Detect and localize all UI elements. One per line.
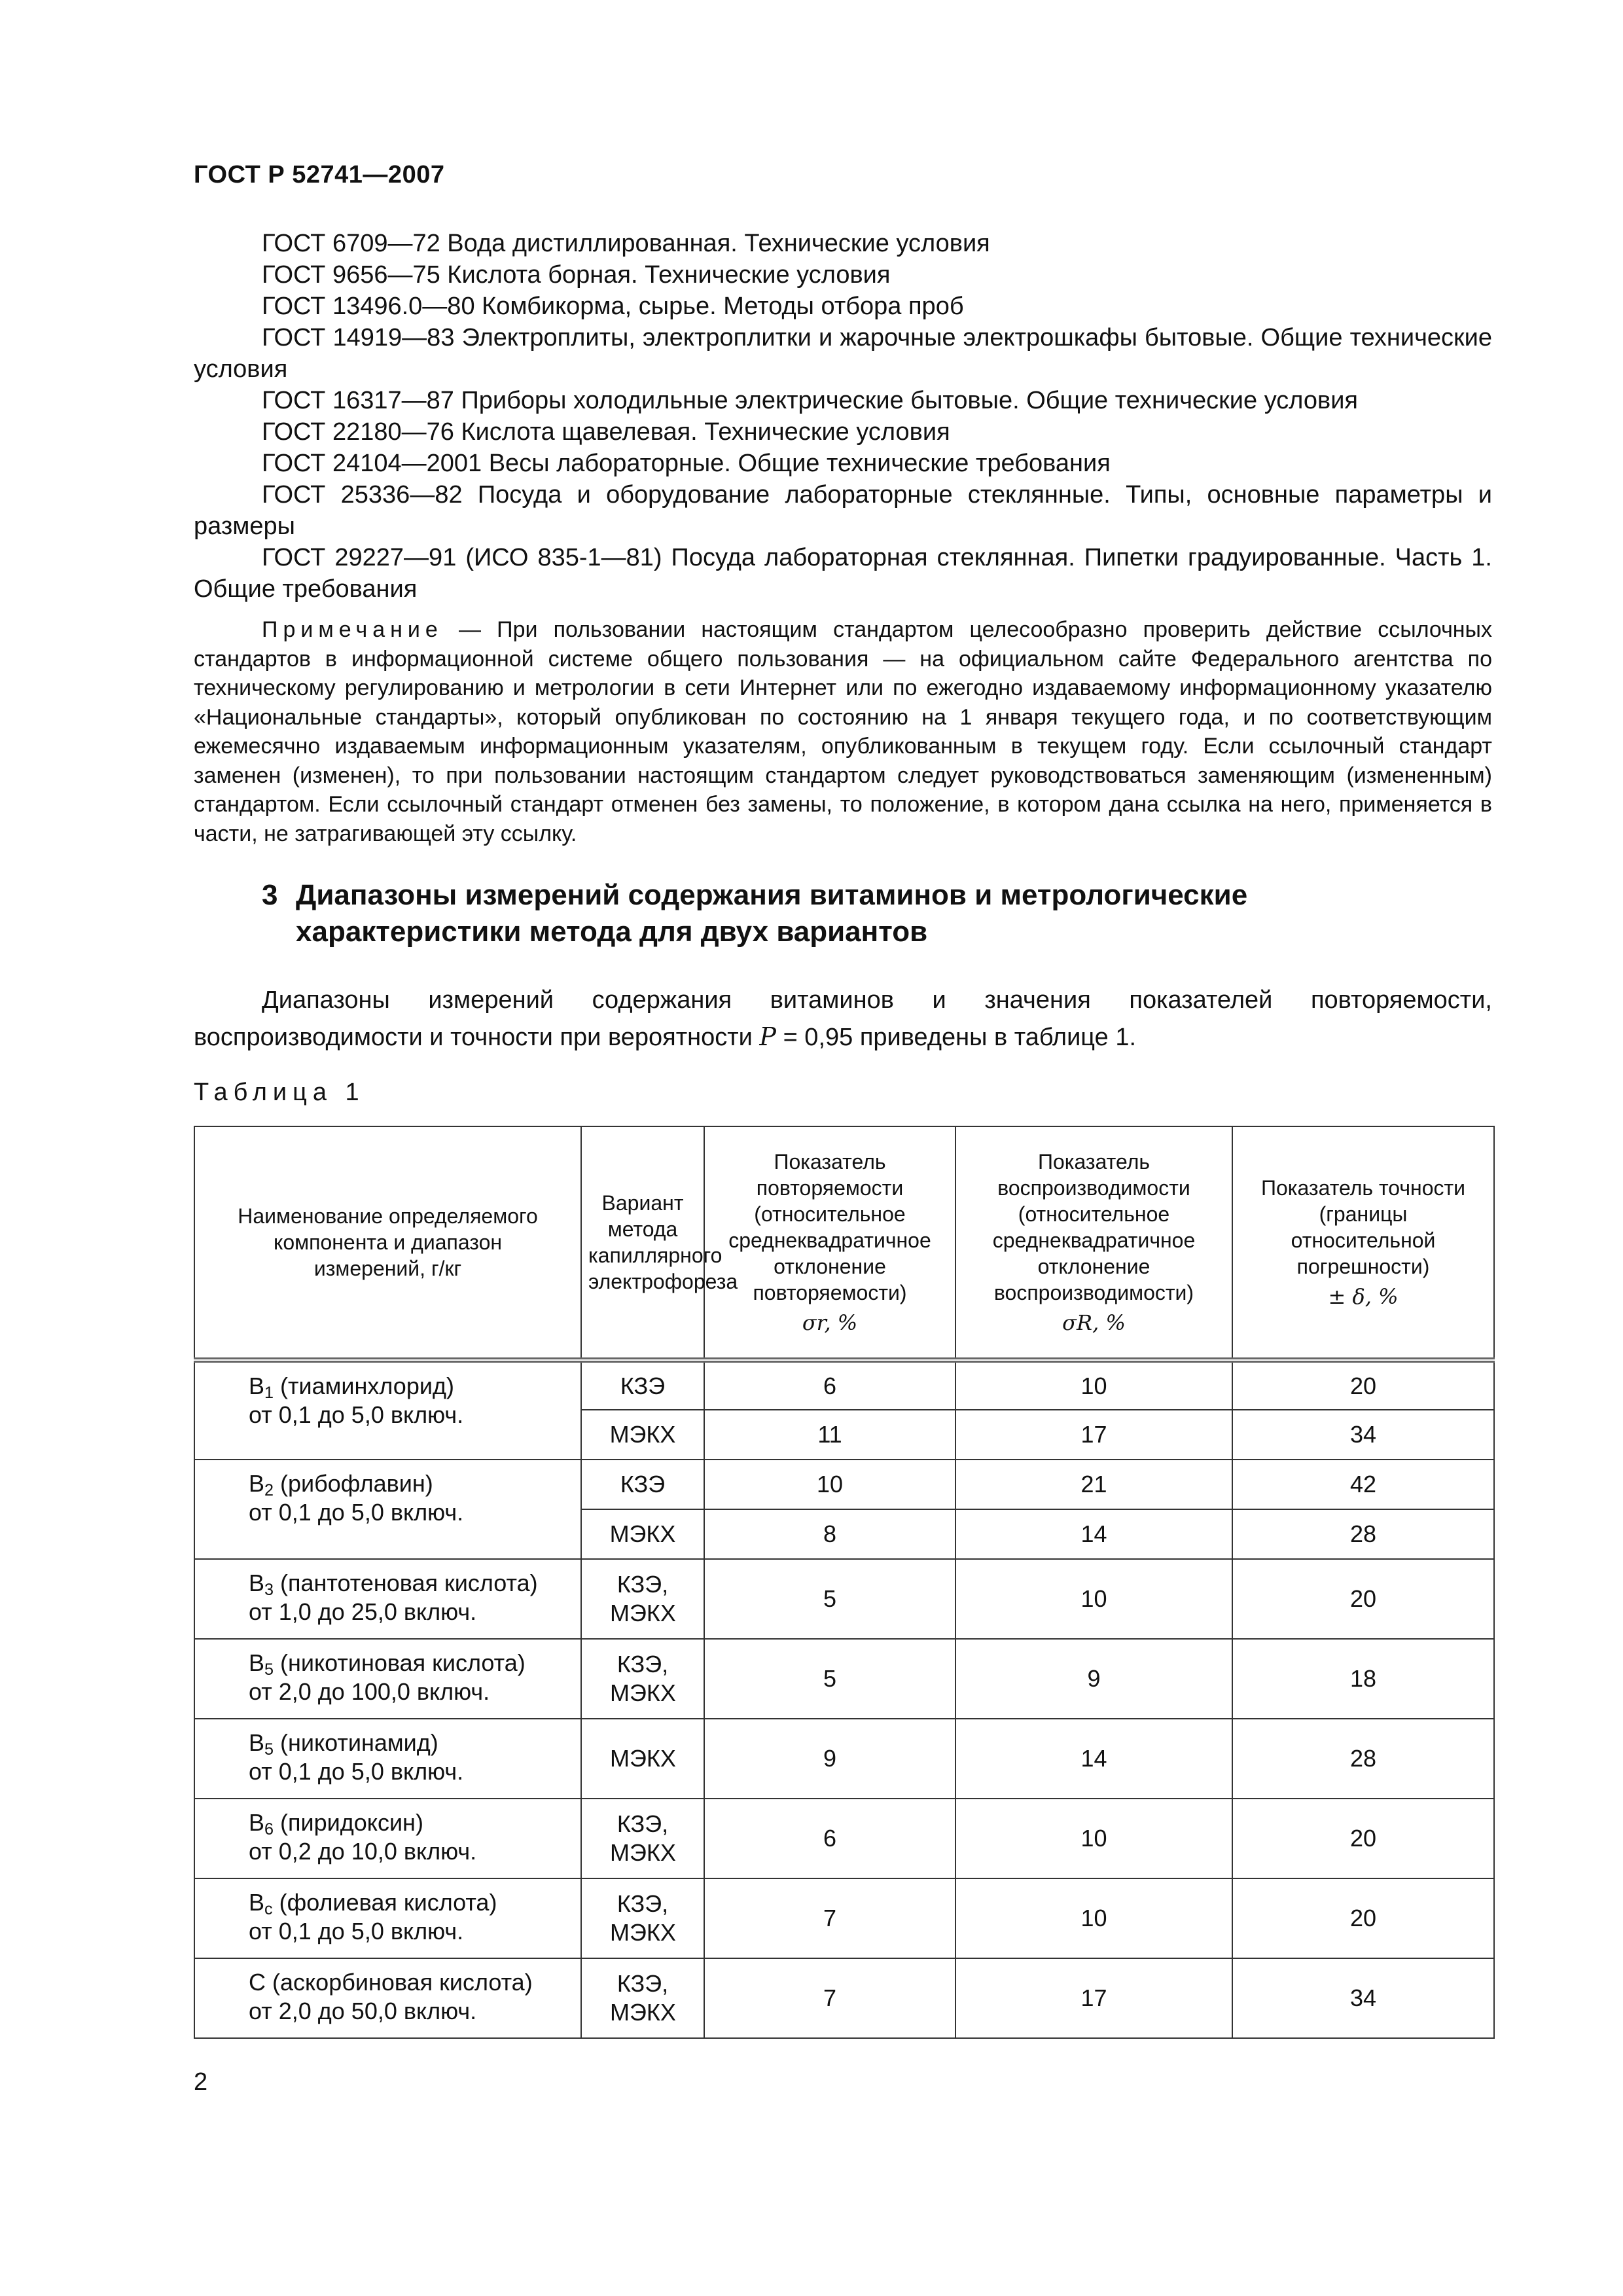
accuracy-cell: 20	[1232, 1360, 1494, 1410]
section-heading	[262, 877, 1440, 950]
note-label: Примечание	[262, 617, 443, 642]
delta-symbol: ± δ, %	[1328, 1284, 1399, 1309]
method-cell: КЗЭ, МЭКХ	[581, 1799, 704, 1878]
header-component: Наименование определяемого компонента и диапазон измерений, г/кг	[194, 1126, 581, 1360]
reference-item: ГОСТ 13496.0—80 Комбикорма, сырье. Методы отбора проб	[262, 293, 964, 320]
table-row	[194, 1799, 1494, 1878]
component-cell: $В_2$ (рибофлавин) от 0,1 до 5,0 включ.	[194, 1460, 581, 1559]
references-list	[194, 228, 1492, 605]
table-header-row	[194, 1126, 1494, 1360]
header-reproducibility: Показатель воспроизводимости (относительное среднеквадратичное отклонение воспроизводимости) σR, %	[955, 1126, 1232, 1360]
method-cell: МЭКХ	[581, 1509, 704, 1559]
method-cell: КЗЭ, МЭКХ	[581, 1559, 704, 1639]
method-cell: КЗЭ	[581, 1360, 704, 1410]
table-caption: Таблица 1	[194, 1079, 365, 1106]
reference-item: ГОСТ 14919—83 Электроплиты, электроплитки и жарочные электрошкафы бытовые. Общие технические условия	[194, 324, 1492, 383]
reproducibility-cell: 10	[955, 1878, 1232, 1958]
method-cell: МЭКХ	[581, 1410, 704, 1460]
repeatability-cell: 5	[704, 1639, 955, 1719]
accuracy-cell: 20	[1232, 1878, 1494, 1958]
reference-item: ГОСТ 22180—76 Кислота щавелевая. Технические условия	[262, 418, 950, 446]
reproducibility-cell: 14	[955, 1509, 1232, 1559]
repeatability-cell: 6	[704, 1360, 955, 1410]
table-row	[194, 1559, 1494, 1639]
repeatability-cell: 6	[704, 1799, 955, 1878]
component-cell: $В_6$ (пиридоксин) от 0,2 до 10,0 включ.	[194, 1799, 581, 1878]
accuracy-cell: 28	[1232, 1719, 1494, 1799]
header-repeatability: Показатель повторяемости (относительное среднеквадратичное отклонение повторяемости) σr, %	[704, 1126, 955, 1360]
sigma-R-symbol: σR, %	[1062, 1310, 1126, 1335]
repeatability-cell: 11	[704, 1410, 955, 1460]
component-cell: $В_3$ (пантотеновая кислота) от 1,0 до 25,0 включ.	[194, 1559, 581, 1639]
intro-text: Диапазоны измерений содержания витаминов и значения показателей повторяемости, воспроизводимости и точности при вероятности	[194, 986, 1492, 1051]
component-cell: $В_c$ (фолиевая кислота) от 0,1 до 5,0 включ.	[194, 1878, 581, 1958]
method-cell: КЗЭ, МЭКХ	[581, 1958, 704, 2038]
page-number: 2	[194, 2068, 208, 2096]
table-row	[194, 1719, 1494, 1799]
table-row	[194, 1360, 1494, 1410]
component-cell: С (аскорбиновая кислота) от 2,0 до 50,0 включ.	[194, 1958, 581, 2038]
method-cell: МЭКХ	[581, 1719, 704, 1799]
component-cell: $В_5$ (никотиновая кислота) от 2,0 до 100,0 включ.	[194, 1639, 581, 1719]
sigma-r-symbol: σr, %	[802, 1310, 858, 1335]
note-paragraph	[194, 615, 1492, 848]
metrology-table	[194, 1126, 1495, 2039]
reproducibility-cell: 17	[955, 1958, 1232, 2038]
reference-item: ГОСТ 25336—82 Посуда и оборудование лабораторные стеклянные. Типы, основные параметры и размеры	[194, 481, 1492, 540]
table-row	[194, 1460, 1494, 1509]
repeatability-cell: 9	[704, 1719, 955, 1799]
intro-paragraph	[194, 982, 1492, 1056]
repeatability-cell: 5	[704, 1559, 955, 1639]
header-accuracy: Показатель точности (границы относительной погрешности) ± δ, %	[1232, 1126, 1494, 1360]
reproducibility-cell: 10	[955, 1799, 1232, 1878]
note-text: — При пользовании настоящим стандартом целесообразно проверить действие ссылочных стандартов в информационной системе общего пользования — на официальном сайте Федерального агентства по техническому регулированию и метрологии в сети Интернет или по ежегодно издаваемому информационному указателю «Национальные стандарты», который опубликован по состоянию на 1 января текущего года, и по соответствующим ежемесячно издаваемым информационным указателям, опубликованным в текущем году. Если ссылочный стандарт заменен (изменен), то при пользовании настоящим стандартом следует руководствоваться заменяющим (измененным) стандартом. Если ссылочный стандарт отменен без замены, то положение, в котором дана ссылка на него, применяется в части, не затрагивающей эту ссылку.	[194, 617, 1492, 846]
component-cell: $В_1$ (тиаминхлорид) от 0,1 до 5,0 включ.	[194, 1360, 581, 1460]
section-number: 3	[262, 879, 278, 911]
table-row	[194, 1878, 1494, 1958]
table-row	[194, 1639, 1494, 1719]
reproducibility-cell: 14	[955, 1719, 1232, 1799]
header-method: Вариант метода капиллярного электрофореза	[581, 1126, 704, 1360]
accuracy-cell: 18	[1232, 1639, 1494, 1719]
reproducibility-cell: 17	[955, 1410, 1232, 1460]
component-cell: $В_5$ (никотинамид) от 0,1 до 5,0 включ.	[194, 1719, 581, 1799]
reference-item: ГОСТ 6709—72 Вода дистиллированная. Технические условия	[262, 230, 990, 257]
accuracy-cell: 34	[1232, 1958, 1494, 2038]
accuracy-cell: 42	[1232, 1460, 1494, 1509]
reproducibility-cell: 10	[955, 1360, 1232, 1410]
repeatability-cell: 10	[704, 1460, 955, 1509]
reproducibility-cell: 9	[955, 1639, 1232, 1719]
accuracy-cell: 34	[1232, 1410, 1494, 1460]
table-row	[194, 1958, 1494, 2038]
probability-variable: P	[759, 1022, 776, 1051]
document-header: ГОСТ Р 52741—2007	[194, 161, 445, 188]
reproducibility-cell: 21	[955, 1460, 1232, 1509]
reproducibility-cell: 10	[955, 1559, 1232, 1639]
section-title-line1: Диапазоны измерений содержания витаминов и метрологические	[296, 879, 1248, 911]
repeatability-cell: 7	[704, 1958, 955, 2038]
repeatability-cell: 7	[704, 1878, 955, 1958]
accuracy-cell: 28	[1232, 1509, 1494, 1559]
method-cell: КЗЭ, МЭКХ	[581, 1878, 704, 1958]
method-cell: КЗЭ	[581, 1460, 704, 1509]
section-title-line2: характеристики метода для двух вариантов	[296, 916, 928, 948]
intro-text-end: = 0,95 приведены в таблице 1.	[783, 1024, 1137, 1051]
reference-item: ГОСТ 9656—75 Кислота борная. Технические условия	[262, 261, 891, 289]
reference-item: ГОСТ 16317—87 Приборы холодильные электрические бытовые. Общие технические условия	[262, 387, 1359, 414]
accuracy-cell: 20	[1232, 1799, 1494, 1878]
accuracy-cell: 20	[1232, 1559, 1494, 1639]
reference-item: ГОСТ 24104—2001 Весы лабораторные. Общие технические требования	[262, 450, 1111, 477]
repeatability-cell: 8	[704, 1509, 955, 1559]
reference-item: ГОСТ 29227—91 (ИСО 835-1—81) Посуда лабораторная стеклянная. Пипетки градуированные. Часть 1. Общие требования	[194, 544, 1492, 603]
method-cell: КЗЭ, МЭКХ	[581, 1639, 704, 1719]
